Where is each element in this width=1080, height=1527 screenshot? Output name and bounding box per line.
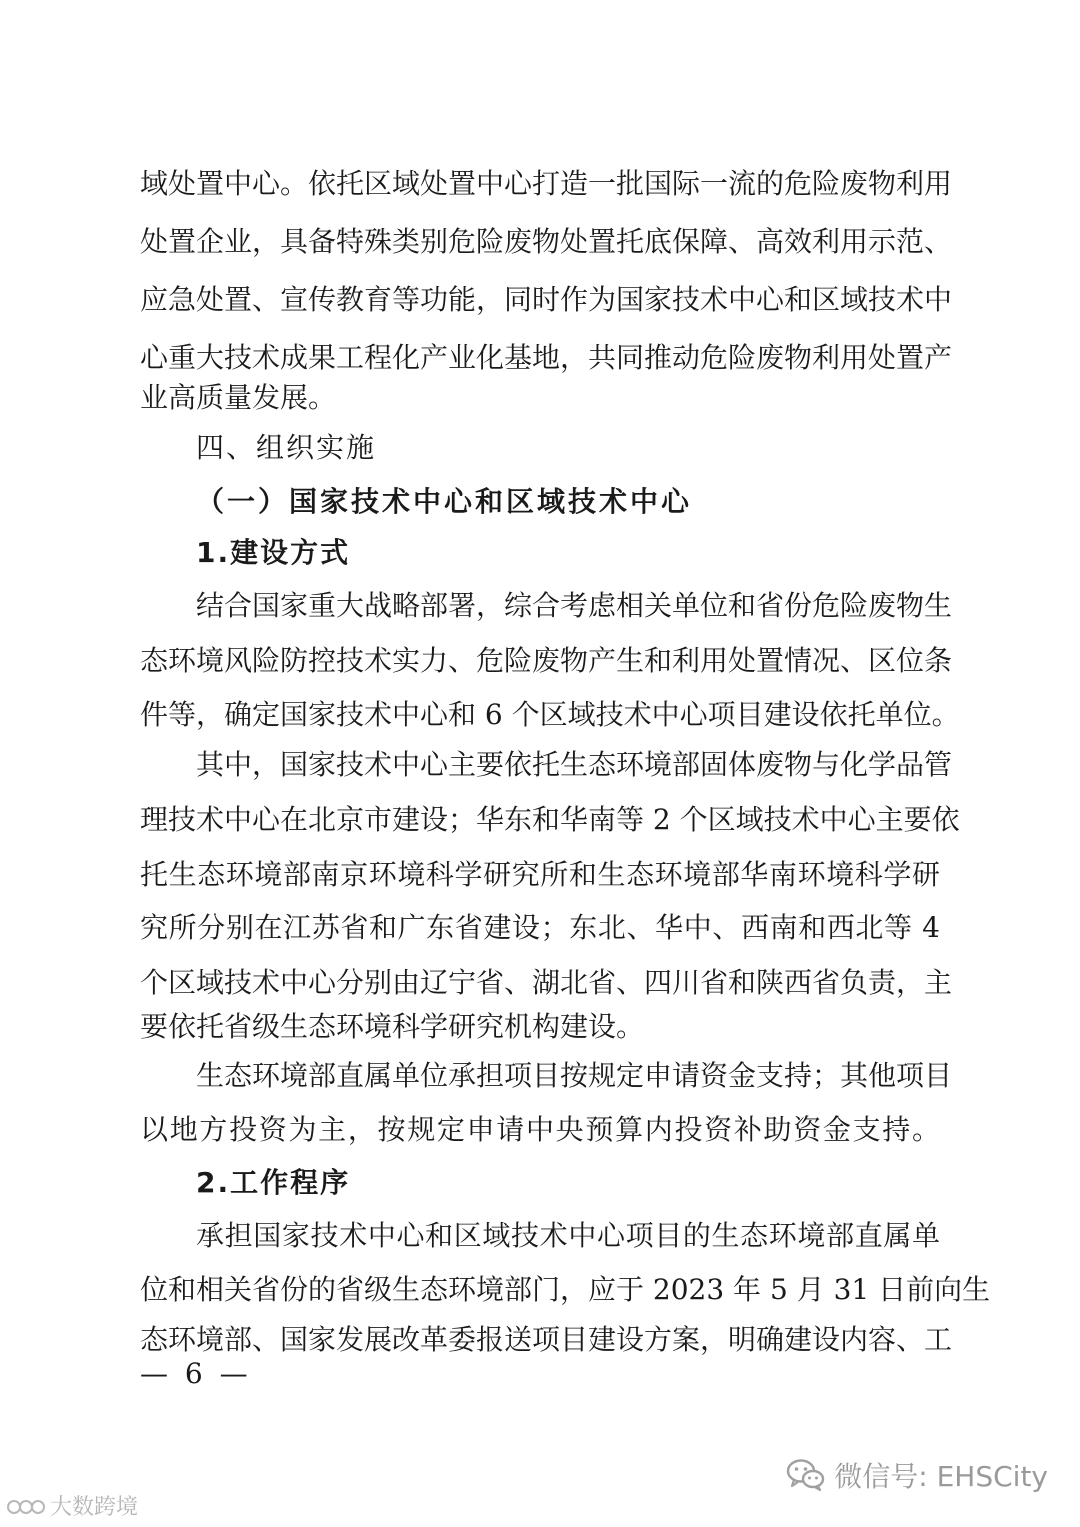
brand-name: 大数跨境 — [50, 1495, 139, 1520]
item-heading: 1.建设方式 — [196, 536, 351, 569]
paragraph-line: 结合国家重大战略部署，综合考虑相关单位和省份危险废物生 — [196, 589, 953, 622]
paragraph-line: 承担国家技术中心和区域技术中心项目的生态环境部直属单 — [196, 1219, 940, 1252]
paragraph-line: 处置企业，具备特殊类别危险废物处置托底保障、高效利用示范、 — [140, 225, 953, 258]
paragraph-line: 态环境部、国家发展改革委报送项目建设方案，明确建设内容、工 — [140, 1323, 953, 1356]
paragraph-line: 个区域技术中心分别由辽宁省、湖北省、四川省和陕西省负责，主 — [140, 966, 953, 999]
item-heading: 2.工作程序 — [196, 1166, 351, 1199]
paragraph-line: 理技术中心在北京市建设；华东和华南等 2 个区域技术中心主要依 — [140, 803, 960, 836]
paragraph-line: 应急处置、宣传教育等功能，同时作为国家技术中心和区域技术中 — [140, 283, 953, 316]
paragraph-line: 以地方投资为主，按规定申请中央预算内投资补助资金支持。 — [140, 1113, 940, 1146]
section-heading: 四、组织实施 — [196, 431, 377, 464]
paragraph-line: 究所分别在江苏省和广东省建设；东北、华中、西南和西北等 4 — [140, 911, 940, 944]
paragraph-line: 域处置中心。依托区域处置中心打造一批国际一流的危险废物利用 — [140, 167, 953, 200]
paragraph-line: 心重大技术成果工程化产业化基地，共同推动危险废物利用处置产 — [140, 341, 953, 374]
paragraph-line: 件等，确定国家技术中心和 6 个区域技术中心项目建设依托单位。 — [140, 698, 960, 731]
wechat-id: 微信号: EHSCity — [834, 1460, 1048, 1493]
paragraph-line: 生态环境部直属单位承担项目按规定申请资金支持；其他项目 — [196, 1059, 953, 1092]
wechat-watermark — [786, 1455, 1048, 1495]
subsection-heading: （一）国家技术中心和区域技术中心 — [196, 485, 693, 518]
paragraph-line: 位和相关省份的省级生态环境部门，应于 2023 年 5 月 31 日前向生 — [140, 1273, 991, 1306]
paragraph-line: 要依托省级生态环境科学研究机构建设。 — [140, 1010, 645, 1043]
brand-watermark — [6, 1490, 138, 1521]
paragraph-line: 其中，国家技术中心主要依托生态环境部固体废物与化学品管 — [196, 748, 953, 781]
paragraph-line: 态环境风险防控技术实力、危险废物产生和利用处置情况、区位条 — [140, 644, 953, 677]
paragraph-line: 托生态环境部南京环境科学研究所和生态环境部华南环境科学研 — [140, 858, 940, 891]
brand-logo-icon — [6, 1495, 46, 1517]
paragraph-line: 业高质量发展。 — [140, 381, 337, 414]
wechat-icon — [786, 1458, 826, 1492]
page-number: — 6 — — [140, 1357, 252, 1390]
